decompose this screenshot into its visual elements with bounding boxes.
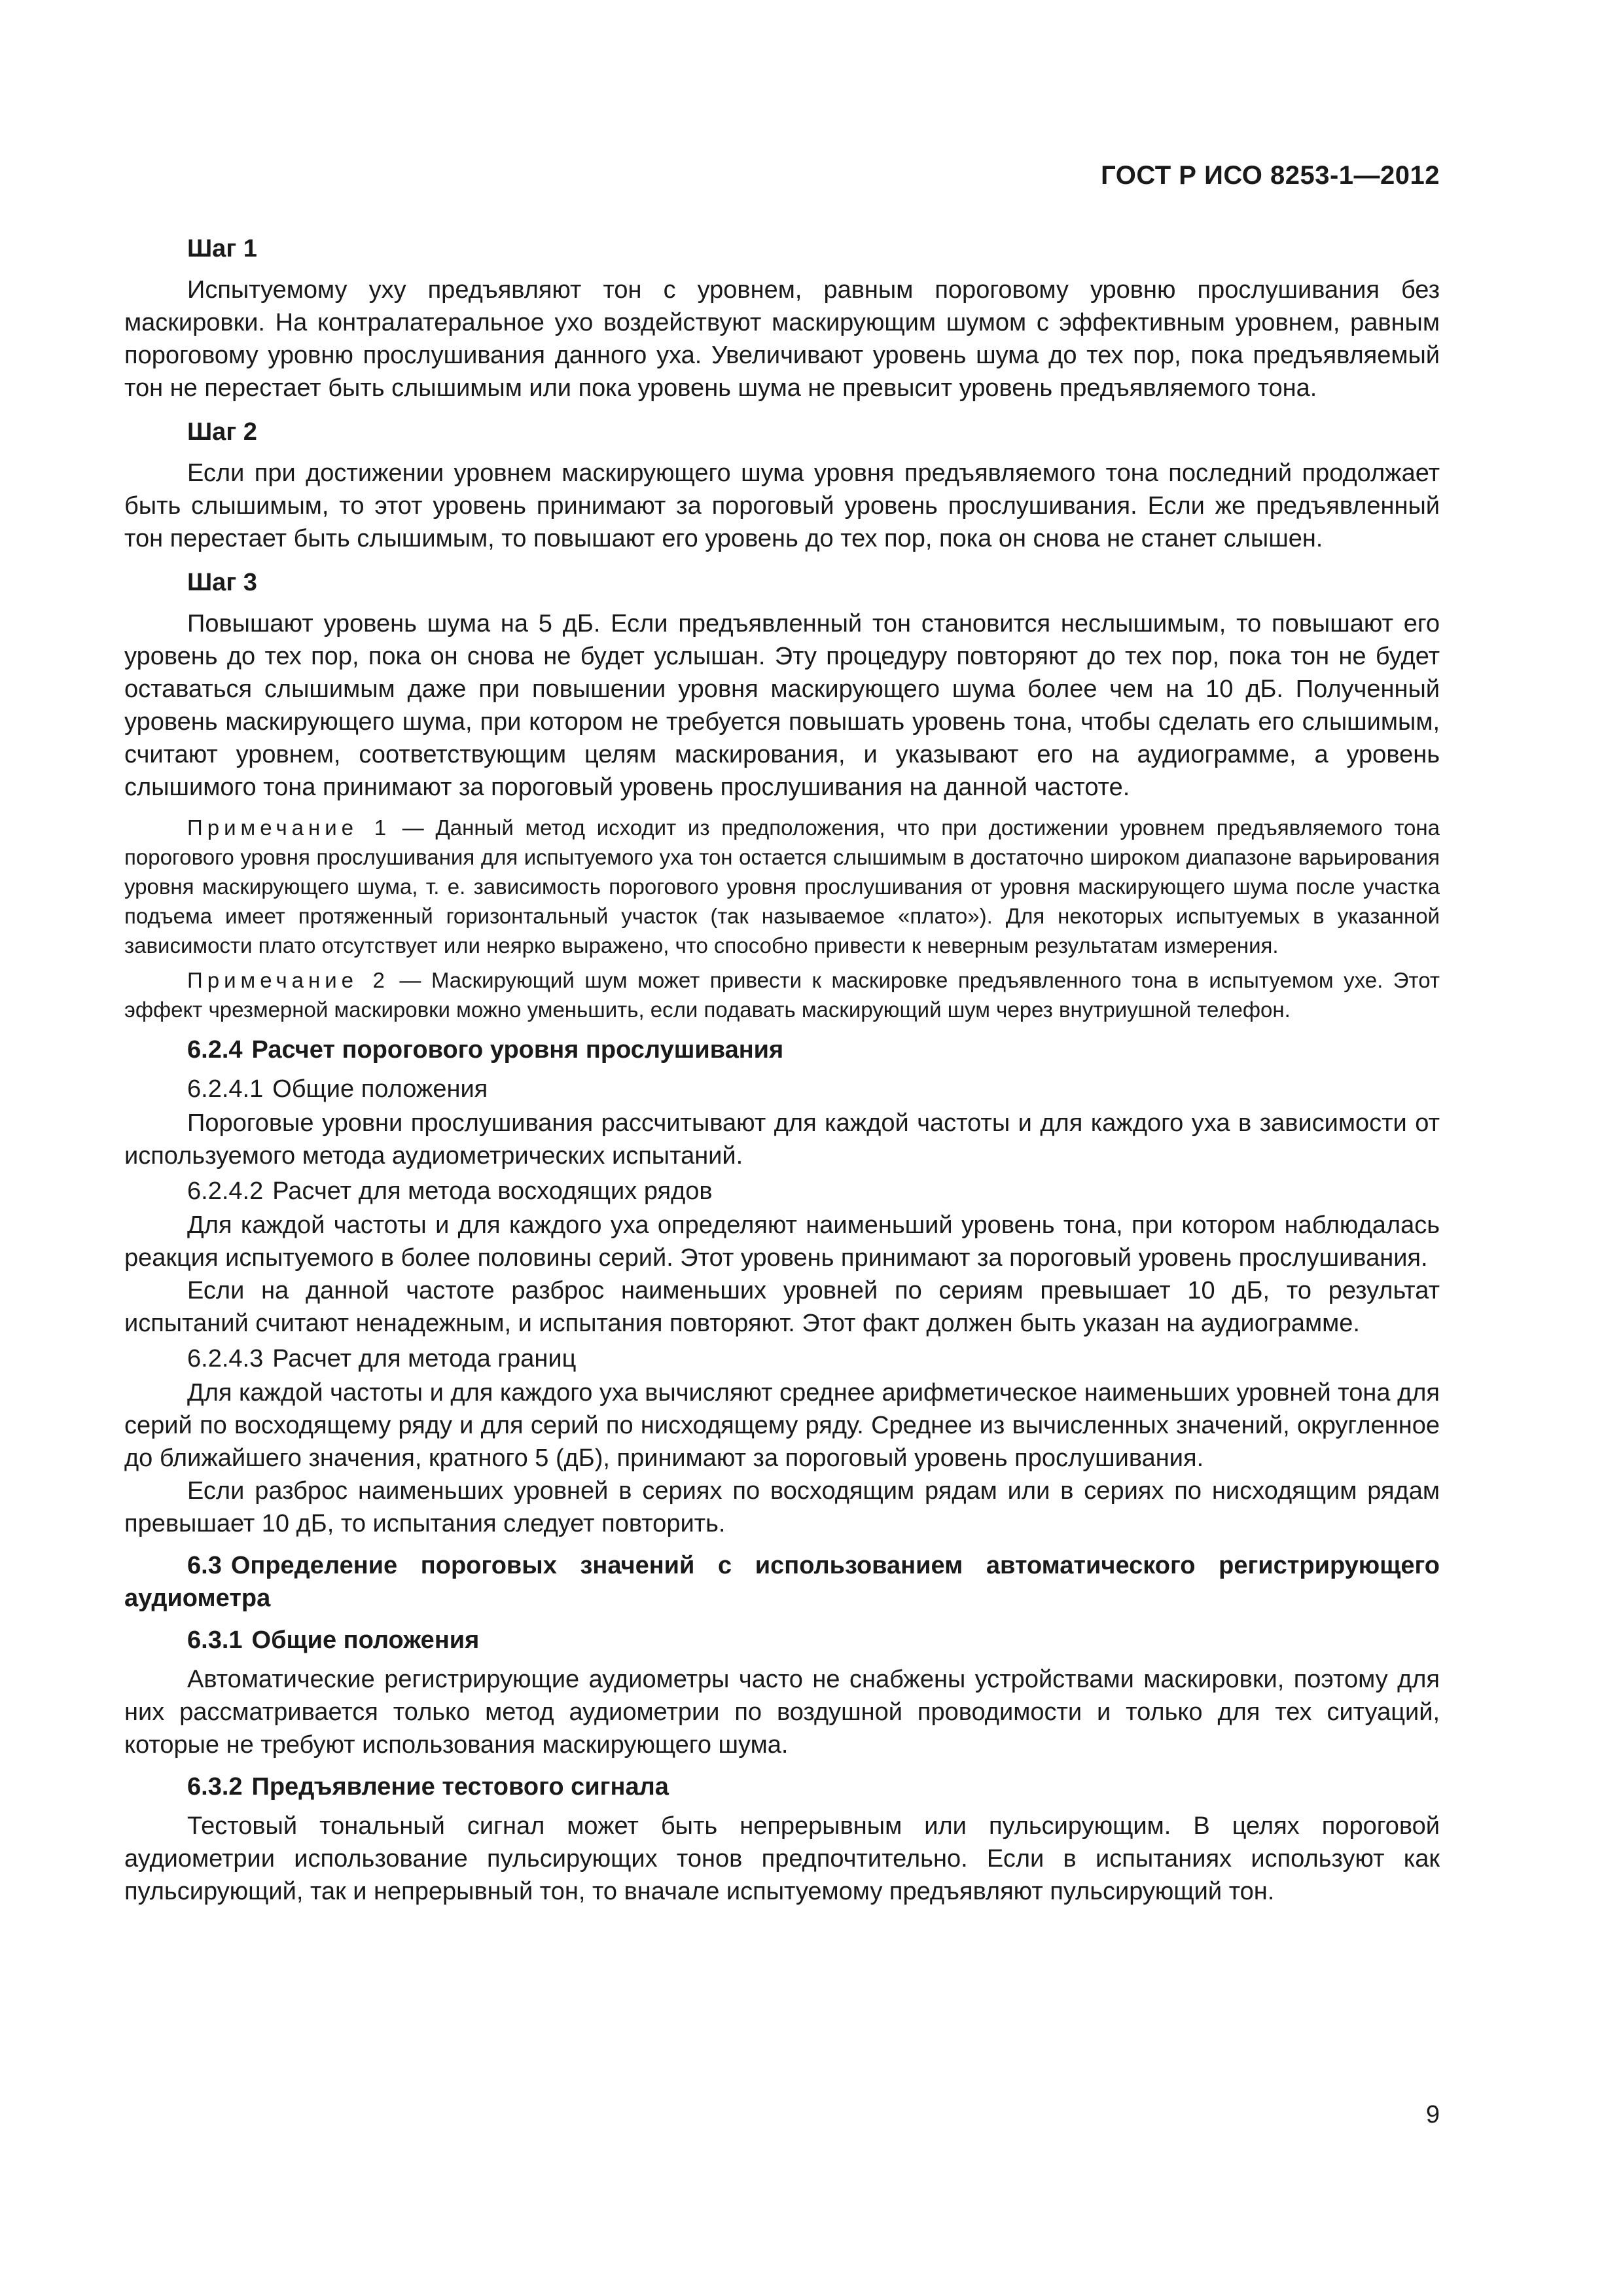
step-2-heading: Шаг 2: [187, 418, 257, 446]
section-number: 6.2.4.2: [187, 1177, 264, 1205]
section-number: 6.3.1: [187, 1626, 243, 1654]
note-2-text: — Маскирующий шум может привести к маскировке предъявленного тона в испытуемом ухе. Этот эффект чрезмерной маскировки можно уменьшить, если подавать маскирующий шум через внутриушной телефон.: [124, 968, 1440, 1022]
section-6-3-2-paragraph: Тестовый тональный сигнал может быть непрерывным или пульсирующим. В целях пороговой аудиометрии использование пульсирующих тонов предпочтительно. Если в испытаниях используют как пульсирующий, так и непрерывный тон, то вначале испытуемому предъявляют пульсирующий тон.: [124, 1812, 1440, 1905]
section-6-2-4-3-paragraph-1: Для каждой частоты и для каждого уха вычисляют среднее арифметическое наименьших уровней тона для серий по восходящему ряду и для серий по нисходящему ряду. Среднее из вычисленных значений, округленное до ближайшего значения, кратного 5 (дБ), принимают за пороговый уровень прослушивания.: [124, 1379, 1440, 1472]
section-title: Расчет для метода восходящих рядов: [272, 1177, 713, 1205]
step-1-heading: Шаг 1: [187, 235, 257, 262]
section-number: 6.2.4.1: [187, 1075, 264, 1103]
section-title: Общие положения: [251, 1626, 480, 1654]
note-1-label: Примечание 1: [187, 816, 391, 840]
section-title: Расчет порогового уровня прослушивания: [251, 1036, 784, 1064]
note-2-label: Примечание 2: [187, 968, 389, 992]
section-number: 6.2.4.3: [187, 1345, 264, 1372]
section-6-3-1-paragraph: Автоматические регистрирующие аудиометры часто не снабжены устройствами маскировки, поэтому для них рассматривается только метод аудиометрии по воздушной проводимости и только для тех ситуаций, которые не требуют использования маскирующего шума.: [124, 1666, 1440, 1759]
section-6-3-heading: [124, 1549, 1440, 1615]
section-title: Предъявление тестового сигнала: [251, 1773, 669, 1801]
step-3-heading: Шаг 3: [187, 569, 257, 596]
section-6-2-4-2-paragraph-2: Если на данной частоте разброс наименьших уровней по сериям превышает 10 дБ, то результат испытаний считают ненадежным, и испытания повторяют. Этот факт должен быть указан на аудиограмме.: [124, 1277, 1440, 1337]
section-title: Общие положения: [272, 1075, 488, 1103]
note-2: [124, 965, 1440, 1024]
section-title: Расчет для метода границ: [272, 1345, 577, 1372]
section-6-2-4-3-paragraph-2: Если разброс наименьших уровней в сериях по восходящим рядам или в сериях по нисходящим рядам превышает 10 дБ, то испытания следует повторить.: [124, 1477, 1440, 1537]
section-6-3-2-heading: [124, 1770, 1440, 1803]
section-6-3-1-heading: [124, 1624, 1440, 1657]
section-6-2-4-heading: [124, 1033, 1440, 1066]
step-3-text: Повышают уровень шума на 5 дБ. Если предъявленный тон становится неслышимым, то повышают его уровень до тех пор, пока он снова не будет услышан. Эту процедуру повторяют до тех пор, пока тон не будет оставаться слышимым даже при повышении уровня маскирующего шума более чем на 10 дБ. Полученный уровень маскирующего шума, при котором не требуется повышать уровень тона, чтобы сделать его слышимым, считают уровнем, соответствующим целям маскирования, и указывают его на аудиограмме, а уровень слышимого тона принимают за пороговый уровень прослушивания на данной частоте.: [124, 610, 1440, 801]
section-6-2-4-1-heading: [187, 1073, 1440, 1105]
note-1: [124, 813, 1440, 960]
section-title: Определение пороговых значений с использованием автоматического регистрирующего аудиометра: [124, 1552, 1440, 1612]
section-6-2-4-2-heading: [187, 1175, 1440, 1208]
document-page: [124, 0, 1440, 2296]
note-1-text: — Данный метод исходит из предположения, что при достижении уровнем предъявляемого тона порогового уровня прослушивания для испытуемого уха тон остается слышимым в достаточно широком диапазоне варьирования уровня маскирующего шума, т. е. зависимость порогового уровня прослушивания от уровня маскирующего шума после участка подъема имеет протяженный горизонтальный участок (так называемое «плато»). Для некоторых испытуемых в указанной зависимости плато отсутствует или неярко выражено, что способно привести к неверным результатам измерения.: [124, 816, 1440, 958]
section-number: 6.2.4: [187, 1036, 243, 1064]
document-body: [124, 230, 1440, 1908]
section-number: 6.3.2: [187, 1773, 243, 1801]
section-6-2-4-2-paragraph-1: Для каждой частоты и для каждого уха определяют наименьший уровень тона, при котором наблюдалась реакция испытуемого в более половины серий. Этот уровень принимают за пороговый уровень прослушивания.: [124, 1211, 1440, 1272]
step-2-text: Если при достижении уровнем маскирующего шума уровня предъявляемого тона последний продолжает быть слышимым, то этот уровень принимают за пороговый уровень прослушивания. Если же предъявленный тон перестает быть слышимым, то повышают его уровень до тех пор, пока он снова не станет слышен.: [124, 459, 1440, 552]
page-number: 9: [1425, 2101, 1440, 2128]
step-1-text: Испытуемому уху предъявляют тон с уровнем, равным пороговому уровню прослушивания без маскировки. На контралатеральное ухо воздействуют маскирующим шумом с эффективным уровнем, равным пороговому уровню прослушивания данного уха. Увеличивают уровень шума до тех пор, пока предъявляемый тон не перестает быть слышимым или пока уровень шума не превысит уровень предъявляемого тона.: [124, 276, 1440, 402]
section-6-2-4-3-heading: [187, 1342, 1440, 1375]
section-6-2-4-1-paragraph: Пороговые уровни прослушивания рассчитывают для каждой частоты и для каждого уха в зависимости от используемого метода аудиометрических испытаний.: [124, 1109, 1440, 1170]
document-code: ГОСТ Р ИСО 8253-1—2012: [1101, 161, 1440, 190]
section-number: 6.3: [187, 1552, 222, 1579]
